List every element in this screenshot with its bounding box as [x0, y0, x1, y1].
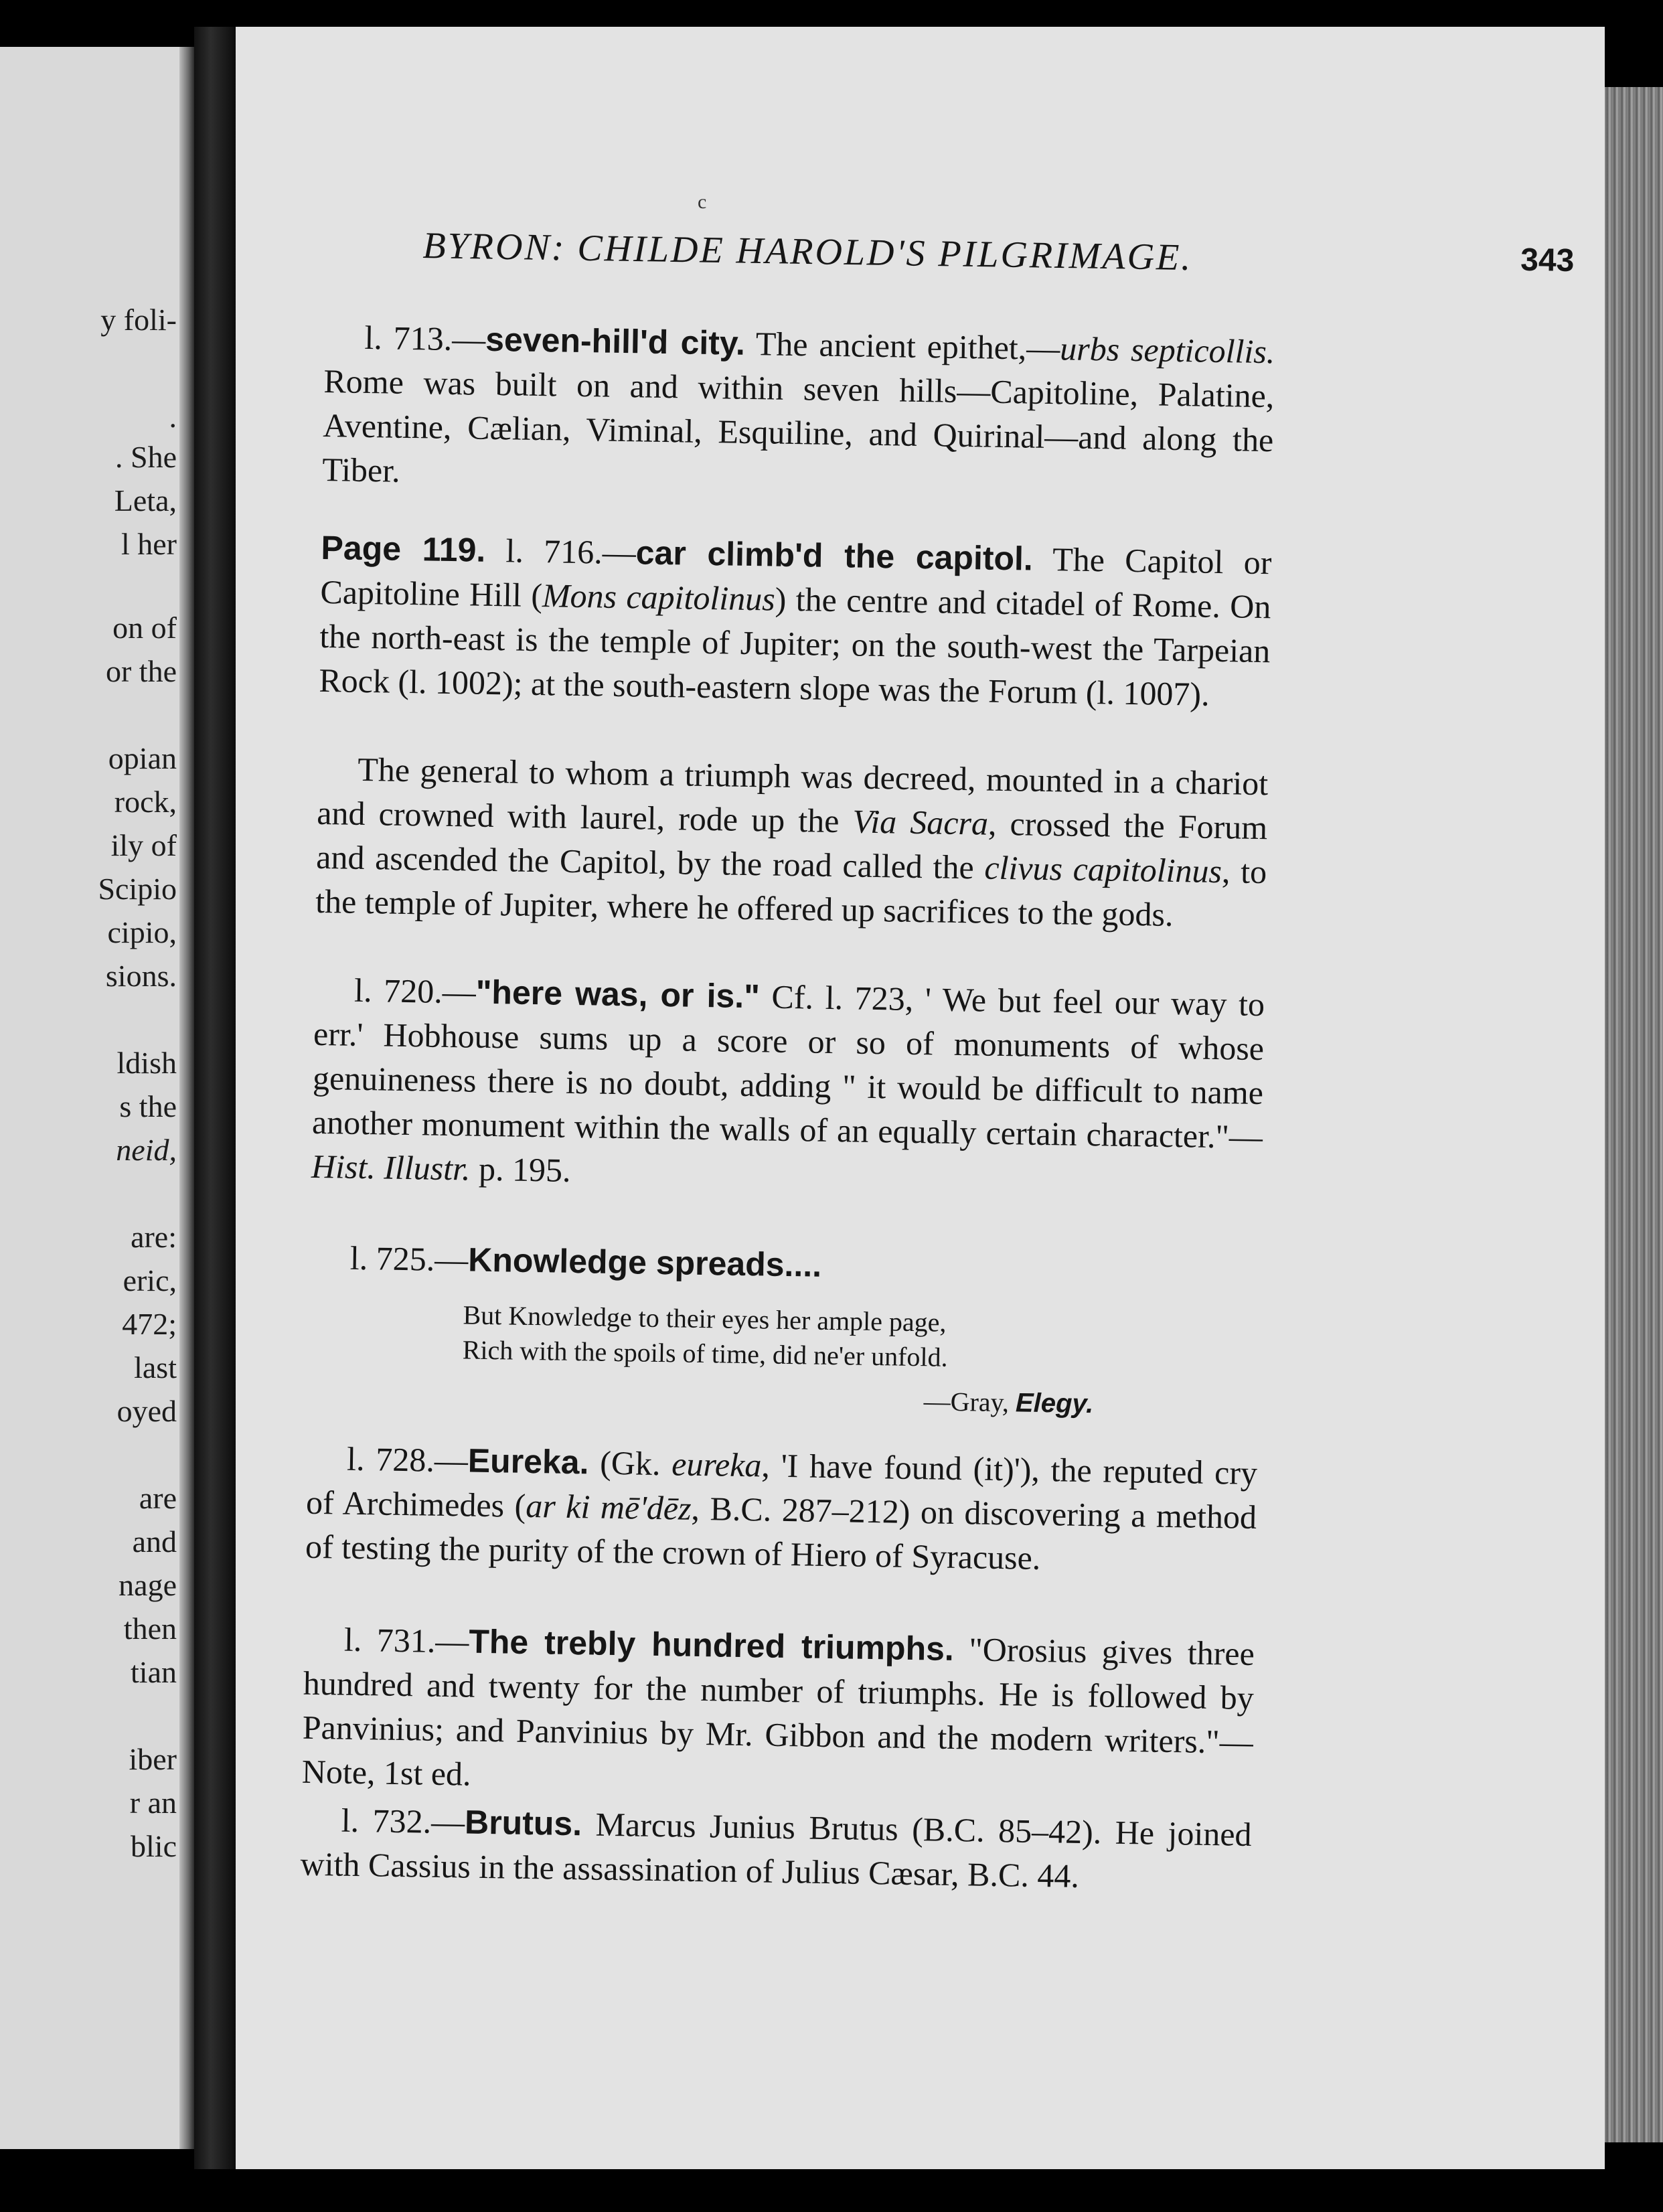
left-page-line: 472; [122, 1307, 177, 1341]
note-text: ) the centre and citadel of Rome. On the north-east is the temple of Jupiter; on the south-west the Tarpeian Rock (l. 1002); at the south-eastern slope was the Forum (l. 1007). [319, 580, 1271, 713]
note-term: Knowledge spreads.... [467, 1241, 822, 1284]
note-italic: Via Sacra [852, 802, 989, 842]
note-italic: urbs septicollis. [1059, 329, 1275, 371]
note-text: Rome was built on and within seven hills—Capitoline, Palatine, Aventine, Cælian, Viminal, Esquiline, and Quirinal—and along the Tiber. [321, 362, 1275, 489]
page-stack-edge [1605, 87, 1663, 2142]
note-text: (Gk. [588, 1443, 672, 1483]
left-page-line: are: [131, 1220, 177, 1254]
quote-line: Rich with the spoils of time, did ne'er unfold. [462, 1334, 948, 1372]
note-term: seven-hill'd city. [485, 320, 746, 362]
note-716-continued [315, 746, 1269, 938]
note-term: Brutus. [464, 1803, 582, 1843]
note-text: The ancient epithet,— [744, 324, 1060, 368]
attribution-text: —Gray, [923, 1386, 1016, 1418]
note-italic: clivus capitolinus [984, 848, 1222, 890]
line-ref: l. 720.— [353, 971, 477, 1011]
line-ref: l. 725.— [349, 1239, 469, 1279]
line-ref: l. 732.— [341, 1801, 465, 1841]
note-text: , crossed the Forum and ascended the Capitol, by the road called the [315, 804, 1268, 886]
note-text: , B.C. 287–212) on discovering a method of testing the purity of the crown of Hiero of Syracuse. [305, 1489, 1257, 1577]
left-page-line: on of [112, 611, 177, 645]
quote-attribution [923, 1385, 1093, 1419]
left-page-line: nage [118, 1568, 177, 1602]
note-text: "Orosius gives three hundred and twenty for the number of triumphs. He is followed by Panvinius; and Panvinius by Mr. Gibbon and the modern writers."—Note, 1st ed. [301, 1630, 1255, 1793]
note-italic: Mons capitolinus [542, 576, 776, 618]
note-716 [319, 526, 1272, 717]
note-italic: eureka [671, 1445, 762, 1484]
line-ref: l. 716.— [485, 531, 637, 572]
note-725 [309, 1235, 1261, 1294]
note-term: The trebly hundred triumphs. [468, 1622, 955, 1668]
note-732 [300, 1798, 1252, 1901]
line-ref: l. 713.— [364, 318, 486, 358]
note-text: Marcus Junius Brutus (B.C. 85–42). He joined with Cassius in the assassination of Julius Cæsar, B.C. 44. [300, 1805, 1252, 1895]
book-gutter [194, 27, 236, 2169]
note-text: Cf. l. 723, ' We but feel our way to err.' Hobhouse sums up a score or so of monuments of whose genuineness there is no doubt, adding " it would be difficult to name another monument within the walls of an equally certain character."— [311, 977, 1265, 1156]
note-text: , to the temple of Jupiter, where he offered up sacrifices to the gods. [315, 852, 1267, 933]
line-ref: l. 731.— [343, 1620, 469, 1660]
note-text: , 'I have found (it)'), the reputed cry of Archimedes ( [305, 1446, 1258, 1524]
note-720 [311, 967, 1265, 1203]
note-731 [301, 1617, 1255, 1808]
left-page-line: s the [119, 1089, 177, 1123]
line-ref: l. 728.— [346, 1439, 469, 1480]
left-page-fragment [0, 47, 194, 2149]
left-page-line: ily of [110, 828, 177, 862]
left-page-line: rock, [114, 785, 177, 819]
left-page-line: are [139, 1481, 177, 1515]
running-head [422, 224, 1575, 289]
left-page-line: or the [105, 654, 177, 688]
left-page-line: then [123, 1611, 177, 1646]
attribution-work: Elegy. [1015, 1388, 1094, 1419]
page-number: 343 [1520, 242, 1575, 279]
left-page-line: blic [131, 1829, 177, 1863]
left-page-line: iber [129, 1742, 177, 1776]
left-page-line: . She [115, 440, 177, 474]
printer-mark: c [698, 191, 707, 213]
quote-line: But Knowledge to their eyes her ample page, [463, 1299, 947, 1338]
left-page-line: l her [121, 527, 177, 561]
left-page-line: r an [129, 1786, 177, 1820]
note-term: car climb'd the capitol. [635, 534, 1034, 578]
left-page-line: cipio, [107, 915, 177, 949]
note-italic: ar ki mē'dēz [525, 1486, 692, 1527]
gray-quote [462, 1297, 1133, 1378]
running-title: BYRON: CHILDE HAROLD'S PILGRIMAGE. [422, 224, 1193, 279]
note-term: Eureka. [467, 1441, 589, 1482]
left-page-line: tian [131, 1655, 177, 1689]
left-page-line: and [132, 1524, 177, 1559]
note-text: The general to whom a triumph was decreed, mounted in a chariot and crowned with laurel, rode up the [316, 750, 1269, 840]
left-page-line: neid, [116, 1133, 177, 1167]
note-italic: Hist. Illustr. [311, 1147, 471, 1188]
note-text: p. 195. [470, 1150, 572, 1189]
left-page-line: . [169, 400, 177, 434]
left-page-line: opian [108, 741, 177, 775]
note-text: The Capitol or Capitoline Hill ( [320, 540, 1272, 615]
note-713 [322, 315, 1275, 506]
left-page-line: Leta, [114, 483, 177, 518]
left-page-line: eric, [123, 1263, 177, 1297]
left-page-line: last [134, 1350, 177, 1385]
left-page-line: ldish [116, 1046, 177, 1080]
left-page-line: oyed [116, 1394, 177, 1428]
note-728 [305, 1436, 1258, 1583]
left-page-line: sions. [105, 959, 177, 993]
left-page-edge [179, 47, 194, 2149]
note-term: "here was, or is." [475, 973, 761, 1016]
page-ref: Page 119. [321, 528, 486, 569]
left-page-line: Scipio [98, 872, 177, 906]
right-page [236, 27, 1605, 2169]
left-page-line: y foli- [100, 303, 177, 337]
